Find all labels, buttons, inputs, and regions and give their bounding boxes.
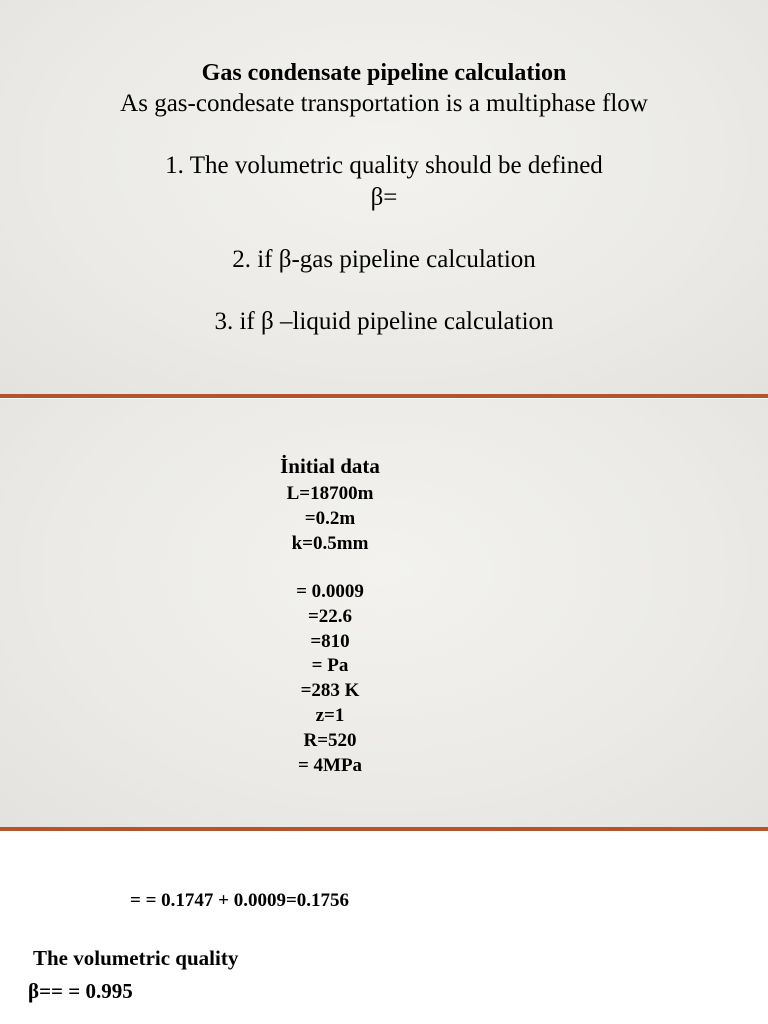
data-line: z=1 — [315, 705, 345, 726]
initial-data-heading: İnitial data — [280, 454, 380, 478]
slide-2 — [0, 399, 768, 828]
slide-title: Gas condensate pipeline calculation — [201, 60, 567, 86]
data-line: =283 K — [300, 680, 360, 701]
data-line: = 4MPa — [297, 755, 363, 776]
beta-formula: β= — [370, 184, 398, 211]
data-line: L=18700m — [286, 483, 374, 504]
slide-divider — [0, 827, 768, 831]
slide-subtitle: As gas-condesate transportation is a multiphase flow — [120, 90, 648, 117]
step-2-text: 2. if β-gas pipeline calculation — [232, 246, 536, 273]
data-line: R=520 — [303, 730, 357, 751]
volumetric-quality-label: The volumetric quality — [33, 946, 239, 970]
data-line: = Pa — [311, 655, 349, 676]
data-line: = 0.0009 — [296, 581, 364, 602]
slide-1 — [0, 0, 768, 395]
step-1-text: 1. The volumetric quality should be defined — [165, 152, 603, 179]
beta-result: β== = 0.995 — [28, 979, 133, 1003]
step-3-text: 3. if β –liquid pipeline calculation — [214, 308, 554, 335]
slide-divider — [0, 394, 768, 398]
data-line: =22.6 — [307, 606, 353, 627]
data-line: =810 — [310, 631, 350, 652]
data-line: =0.2m — [304, 508, 356, 529]
sum-equation: = = 0.1747 + 0.0009=0.1756 — [130, 890, 350, 911]
data-line: k=0.5mm — [291, 533, 369, 554]
